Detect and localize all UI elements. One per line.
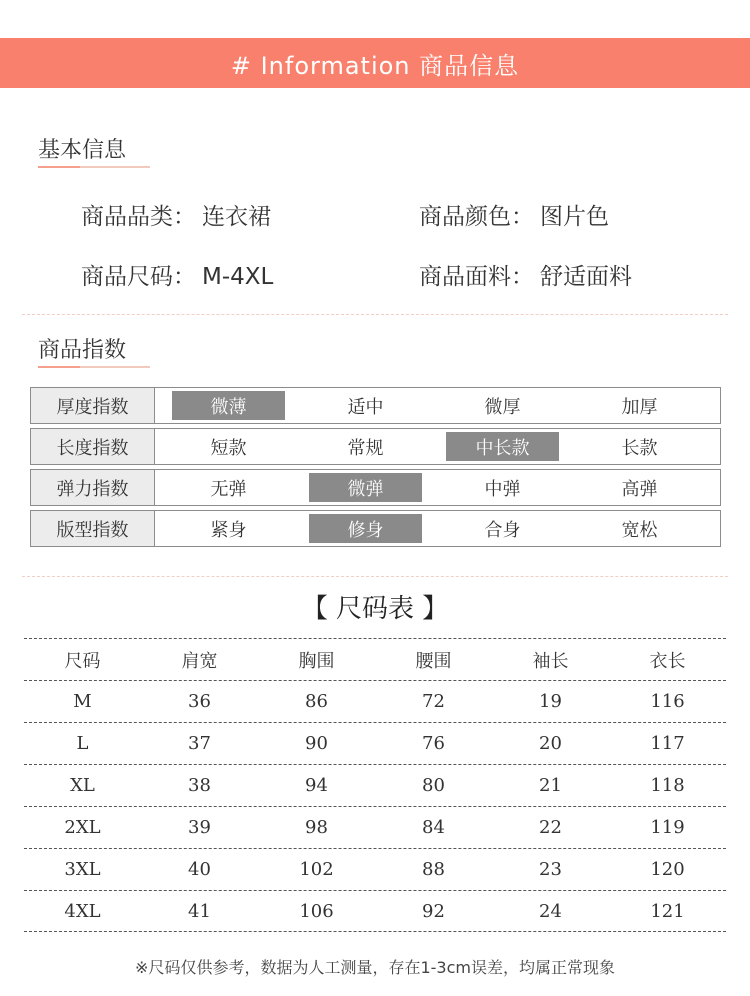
index-option: 微厚 [484, 396, 521, 418]
info-fabric-label: 商品面料 [419, 264, 511, 290]
basic-info-underline [38, 166, 150, 168]
index-label: 长度指数 [31, 429, 155, 464]
size-header-cell: 胸围 [298, 650, 335, 672]
size-cell: 118 [650, 775, 685, 796]
size-footnote: ※尺码仅供参考，数据为人工测量，存在1-3cm误差，均属正常现象 [135, 958, 615, 977]
index-option: 无弹 [210, 478, 247, 500]
index-row-thickness [30, 387, 721, 424]
section-divider [22, 576, 728, 577]
size-row [24, 764, 726, 806]
index-option-selected: 微弹 [309, 473, 422, 502]
info-fabric: 商品面料： 舒适面料 [419, 264, 632, 290]
size-cell: 22 [539, 817, 562, 838]
size-header-cell: 衣长 [649, 650, 686, 672]
size-cell: 94 [305, 775, 328, 796]
size-cell: XL [70, 775, 95, 796]
index-option: 中弹 [484, 478, 521, 500]
size-cell: 102 [299, 859, 334, 880]
size-cell: L [76, 733, 89, 754]
index-label: 厚度指数 [31, 388, 155, 423]
size-cell: 116 [650, 691, 685, 712]
index-option: 长款 [621, 437, 658, 459]
index-row-elasticity [30, 469, 721, 506]
size-cell: 36 [188, 691, 211, 712]
size-cell: 23 [539, 859, 562, 880]
info-color-label: 商品颜色 [419, 204, 511, 230]
size-header-cell: 腰围 [415, 650, 452, 672]
size-header-row [24, 638, 726, 680]
info-size-label: 商品尺码 [81, 264, 173, 290]
size-cell: 119 [650, 817, 685, 838]
size-cell: 39 [188, 817, 211, 838]
index-option-selected: 中长款 [446, 432, 559, 461]
index-option: 短款 [210, 437, 247, 459]
section-divider [22, 314, 728, 315]
size-header-cell: 袖长 [532, 650, 569, 672]
size-cell: 41 [188, 900, 211, 922]
index-row-fit [30, 510, 721, 547]
size-cell: 80 [422, 775, 445, 796]
size-cell: 40 [188, 859, 211, 880]
index-option: 适中 [347, 396, 384, 418]
size-row [24, 848, 726, 890]
size-cell: 88 [422, 859, 445, 880]
index-option: 合身 [484, 519, 521, 541]
size-cell: 106 [299, 900, 334, 922]
size-header-cell: 尺码 [64, 650, 101, 672]
product-index-title: 商品指数 [38, 338, 127, 363]
info-size: 商品尺码： M-4XL [81, 264, 274, 290]
size-cell: 3XL [64, 859, 101, 880]
size-cell: 19 [539, 691, 562, 712]
size-row [24, 890, 726, 932]
size-cell: 4XL [64, 900, 101, 922]
info-category: 商品品类： 连衣裙 [81, 204, 271, 230]
info-category-label: 商品品类 [81, 204, 173, 230]
size-row [24, 680, 726, 722]
size-cell: 24 [539, 900, 562, 922]
product-index-underline [38, 366, 150, 368]
info-banner [0, 38, 750, 88]
size-cell: 117 [650, 733, 685, 754]
index-row-length [30, 428, 721, 465]
size-cell: 38 [188, 775, 211, 796]
index-label: 版型指数 [31, 511, 155, 546]
size-cell: 86 [305, 691, 328, 712]
index-option: 紧身 [210, 519, 247, 541]
size-row [24, 722, 726, 764]
basic-info-title: 基本信息 [38, 138, 127, 163]
info-color-value: 图片色 [540, 204, 609, 230]
size-cell: 20 [539, 733, 562, 754]
index-option-selected: 修身 [309, 514, 422, 543]
size-cell: 84 [422, 817, 445, 838]
info-fabric-value: 舒适面料 [540, 264, 632, 290]
info-color: 商品颜色： 图片色 [419, 204, 609, 230]
index-option: 宽松 [621, 519, 658, 541]
banner-title: # Information 商品信息 [230, 51, 520, 80]
size-cell: 90 [305, 733, 328, 754]
index-option: 高弹 [621, 478, 658, 500]
size-cell: 2XL [64, 817, 101, 838]
size-cell: 21 [539, 775, 562, 796]
size-chart-title: 【 尺码表 】 [301, 594, 449, 624]
size-cell: 121 [650, 900, 685, 922]
info-category-value: 连衣裙 [202, 204, 271, 230]
size-cell: 76 [422, 733, 445, 754]
size-cell: 92 [422, 900, 445, 922]
info-size-value: M-4XL [202, 264, 274, 290]
size-cell: 37 [188, 733, 211, 754]
index-option-selected: 微薄 [172, 391, 285, 420]
size-cell: M [73, 691, 92, 712]
size-cell: 72 [422, 691, 445, 712]
index-label: 弹力指数 [31, 470, 155, 505]
size-cell: 120 [650, 859, 685, 880]
index-option: 加厚 [621, 396, 658, 418]
size-row [24, 806, 726, 848]
index-option: 常规 [347, 437, 384, 459]
size-cell: 98 [305, 817, 328, 838]
size-header-cell: 肩宽 [181, 650, 218, 672]
